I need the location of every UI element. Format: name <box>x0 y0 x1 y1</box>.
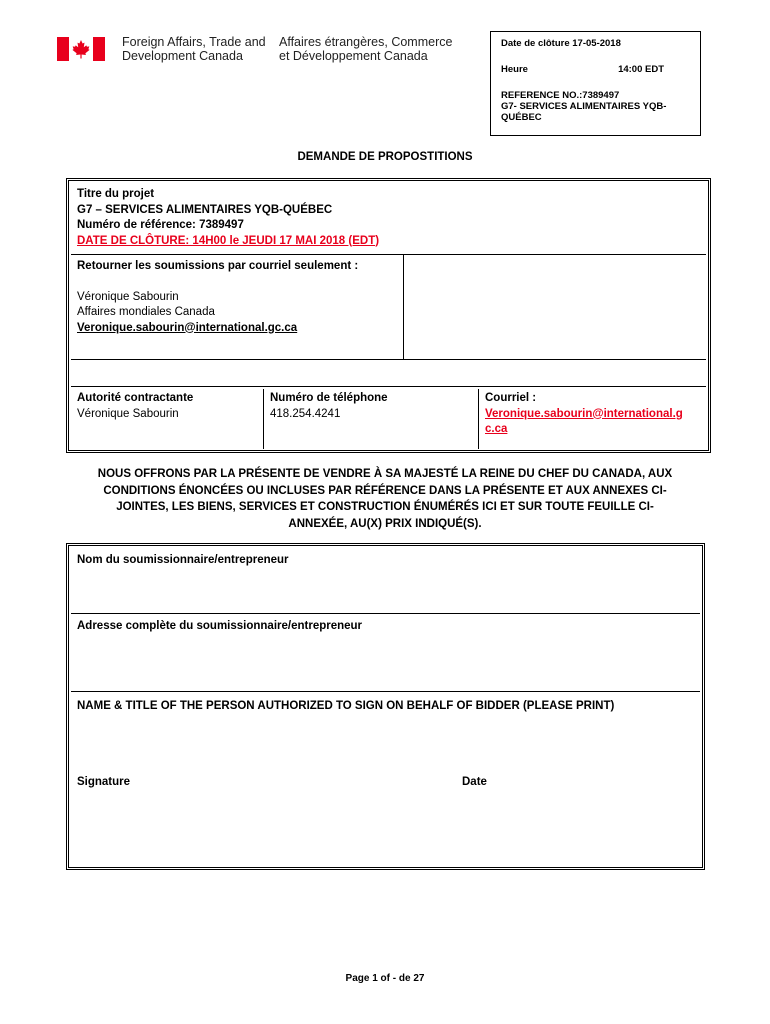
return-section <box>71 254 706 360</box>
project-box <box>66 178 711 453</box>
bidder-box <box>66 543 705 870</box>
project-name: G7 – SERVICES ALIMENTAIRES YQB-QUÉBEC <box>77 203 333 216</box>
contact-organization: Affaires mondiales Canada <box>77 306 215 318</box>
bidder-name-field[interactable]: Nom du soumissionnaire/entrepreneur <box>71 548 700 614</box>
return-contact: Retourner les soumissions par courriel seulement : Véronique Sabourin Affaires mondiales Canada Veronique.sabourin@international.gc.ca <box>71 255 404 359</box>
reference-number: REFERENCE NO.:7389497 <box>501 90 620 101</box>
signature-label: Signature <box>77 776 131 788</box>
contact-name: Véronique Sabourin <box>77 290 179 303</box>
letterhead <box>0 0 770 160</box>
closing-date: Date de clôture 17-05-2018 <box>501 38 621 49</box>
authority-email-link[interactable]: Veronique.sabourin@international.g c.ca <box>485 407 683 435</box>
contact-email-link[interactable]: Veronique.sabourin@international.gc.ca <box>77 321 298 334</box>
date-label: Date <box>462 776 487 788</box>
closing-date-notice: DATE DE CLÔTURE: 14H00 le JEUDI 17 MAI 2018 (EDT) <box>77 234 380 247</box>
canada-flag-icon <box>57 37 105 61</box>
project-line-2: QUÉBEC <box>501 112 542 123</box>
project-line-1: G7- SERVICES ALIMENTAIRES YQB- <box>501 101 667 112</box>
closing-time-row: Heure 14:00 EDT <box>501 64 664 75</box>
page-number: Page 1 of - de 27 <box>345 973 425 984</box>
bidder-address-field[interactable]: Adresse complète du soumissionnaire/entrepreneur <box>71 614 700 692</box>
blank-row <box>71 361 706 387</box>
phone-number: Numéro de téléphone 418.254.4241 <box>264 389 479 449</box>
authorized-person-label: NAME & TITLE OF THE PERSON AUTHORIZED TO SIGN ON BEHALF OF BIDDER (PLEASE PRINT) <box>77 700 615 712</box>
authority-row <box>71 389 706 449</box>
contracting-authority: Autorité contractante Véronique Sabourin <box>71 389 264 449</box>
department-name-en: Foreign Affairs, Trade and Development Canada <box>122 35 266 63</box>
project-reference: Numéro de référence: 7389497 <box>77 219 244 231</box>
document-title: DEMANDE DE PROPOSTITIONS <box>297 151 473 163</box>
project-details: Titre du projet G7 – SERVICES ALIMENTAIRES YQB-QUÉBEC Numéro de référence: 7389497 DATE DE CLÔTURE: 14H00 le JEUDI 17 MAI 2018 (EDT) <box>71 183 706 258</box>
authority-email: Courriel : Veronique.sabourin@international.g c.ca <box>479 389 704 449</box>
closing-info-box <box>490 31 701 136</box>
authorized-signatory-section[interactable] <box>71 694 700 866</box>
department-name-fr: Affaires étrangères, Commerce et Développement Canada <box>279 35 453 63</box>
offer-statement: NOUS OFFRONS PAR LA PRÉSENTE DE VENDRE À SA MAJESTÉ LA REINE DU CHEF DU CANADA, AUX CONDITIONS ÉNONCÉES OU INCLUSES PAR RÉFÉRENCE DANS LA PRÉSENTE ET AUX ANNEXES CI- JOINTES, LES BIENS, SERVICES ET CONSTRUCTION ÉNUMÉRÉS ICI ET SUR TOUTE FEUILLE CI- ANNEXÉE, AU(X) PRIX INDIQUÉ(S). <box>97 468 673 530</box>
